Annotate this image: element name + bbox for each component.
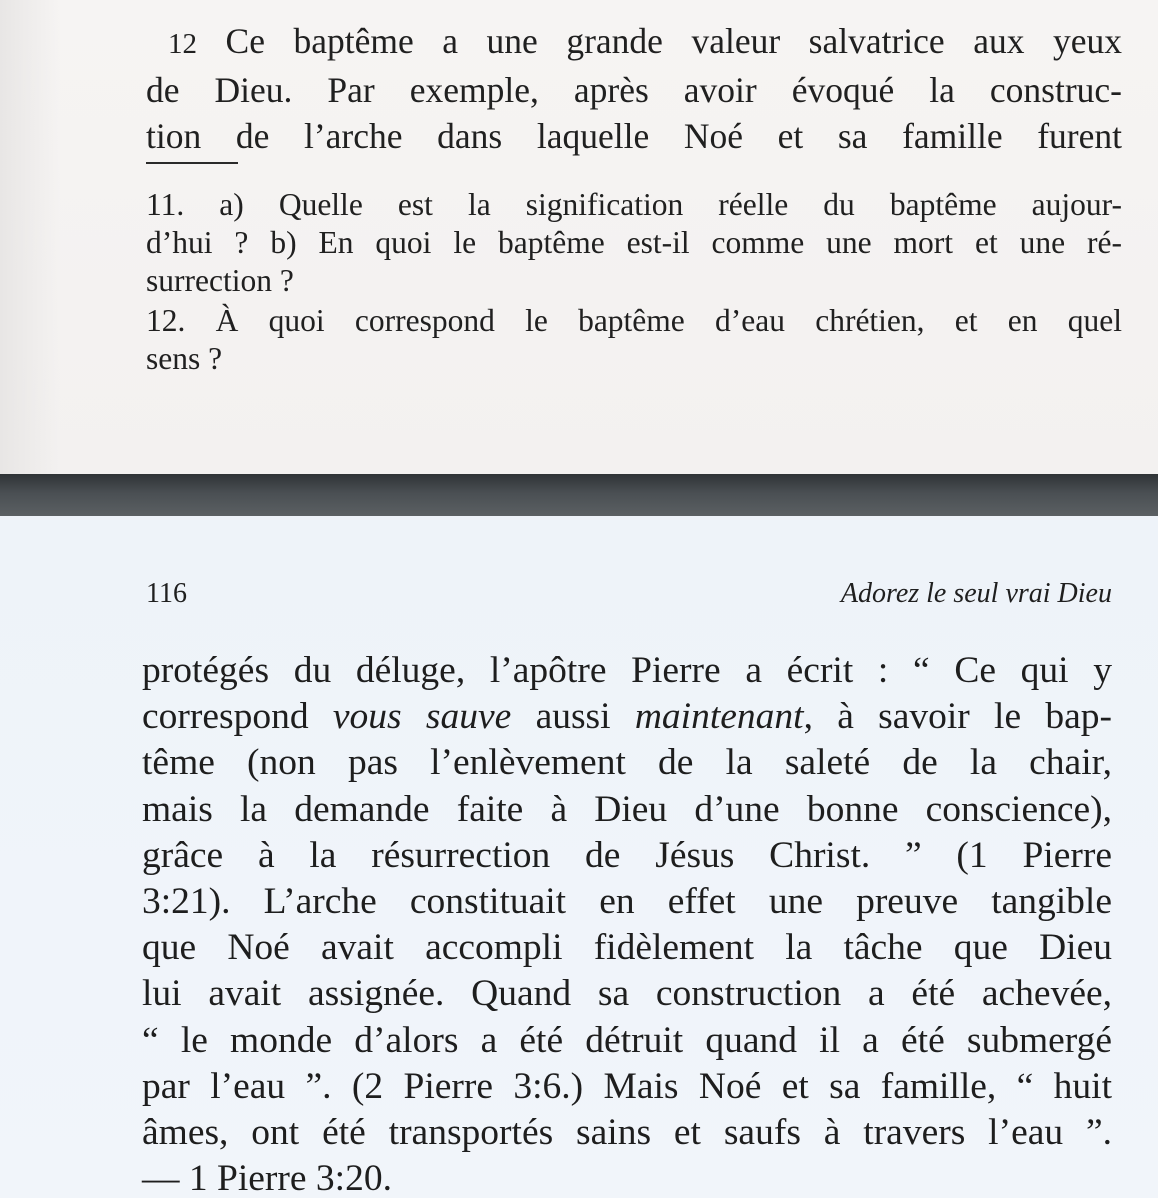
body-line: que Noé avait accompli fidèlement la tâche que Dieu: [142, 927, 1112, 969]
study-question-12: [146, 302, 1122, 378]
body-line: âmes, ont été transportés sains et saufs à travers l’eau ”.: [142, 1112, 1112, 1154]
paragraph-12: [146, 18, 1122, 159]
body-line: lui avait assignée. Quand sa construction a été achevée,: [142, 973, 1112, 1015]
top-book-page: [0, 0, 1158, 474]
text-run: , à savoir le bap-: [803, 696, 1113, 738]
main-paragraph: [142, 648, 1112, 1202]
question-line: sens ?: [146, 341, 223, 376]
body-line: protégés du déluge, l’apôtre Pierre a écrit : “ Ce qui y: [142, 650, 1112, 691]
body-line: tême (non pas l’enlèvement de la saleté de la chair,: [142, 742, 1112, 784]
book-title: Adorez le seul vrai Dieu: [840, 578, 1112, 609]
emphasis: vous sauve: [332, 696, 512, 738]
paragraph-line: de Dieu. Par exemple, après avoir évoqué la construc-: [146, 70, 1122, 110]
body-line: par l’eau ”. (2 Pierre 3:6.) Mais Noé et sa famille, “ huit: [142, 1065, 1112, 1107]
page-edge-shadow: [0, 0, 60, 474]
paragraph-number: 12: [168, 28, 197, 60]
question-line: 11. a) Quelle est la signification réelle du baptême aujour-: [146, 187, 1122, 222]
footnote-rule: [146, 162, 238, 164]
scan-divider-bar: [0, 474, 1158, 516]
paragraph-line: Ce baptême a une grande valeur salvatrice aux yeux: [225, 21, 1122, 61]
body-line: [142, 694, 1112, 740]
text-run: correspond: [142, 696, 333, 738]
text-run: aussi: [511, 696, 635, 738]
body-line: “ le monde d’alors a été détruit quand il a été submergé: [142, 1019, 1112, 1061]
running-header: [146, 578, 1112, 618]
question-line: surrection ?: [146, 263, 294, 298]
body-line: mais la demande faite à Dieu d’une bonne conscience),: [142, 788, 1112, 830]
page-number: 116: [146, 578, 187, 609]
question-line: 12. À quoi correspond le baptême d’eau chrétien, et en quel: [146, 303, 1122, 338]
body-line: 3:21). L’arche constituait en effet une preuve tangible: [142, 881, 1112, 923]
body-line: — 1 Pierre 3:20.: [142, 1158, 392, 1200]
question-line: d’hui ? b) En quoi le baptême est-il comme une mort et une ré-: [146, 225, 1122, 260]
study-question-11: [146, 186, 1122, 300]
emphasis: maintenant: [634, 696, 804, 738]
paragraph-line: tion de l’arche dans laquelle Noé et sa famille furent: [146, 116, 1122, 156]
body-line: grâce à la résurrection de Jésus Christ. ” (1 Pierre: [142, 834, 1112, 876]
